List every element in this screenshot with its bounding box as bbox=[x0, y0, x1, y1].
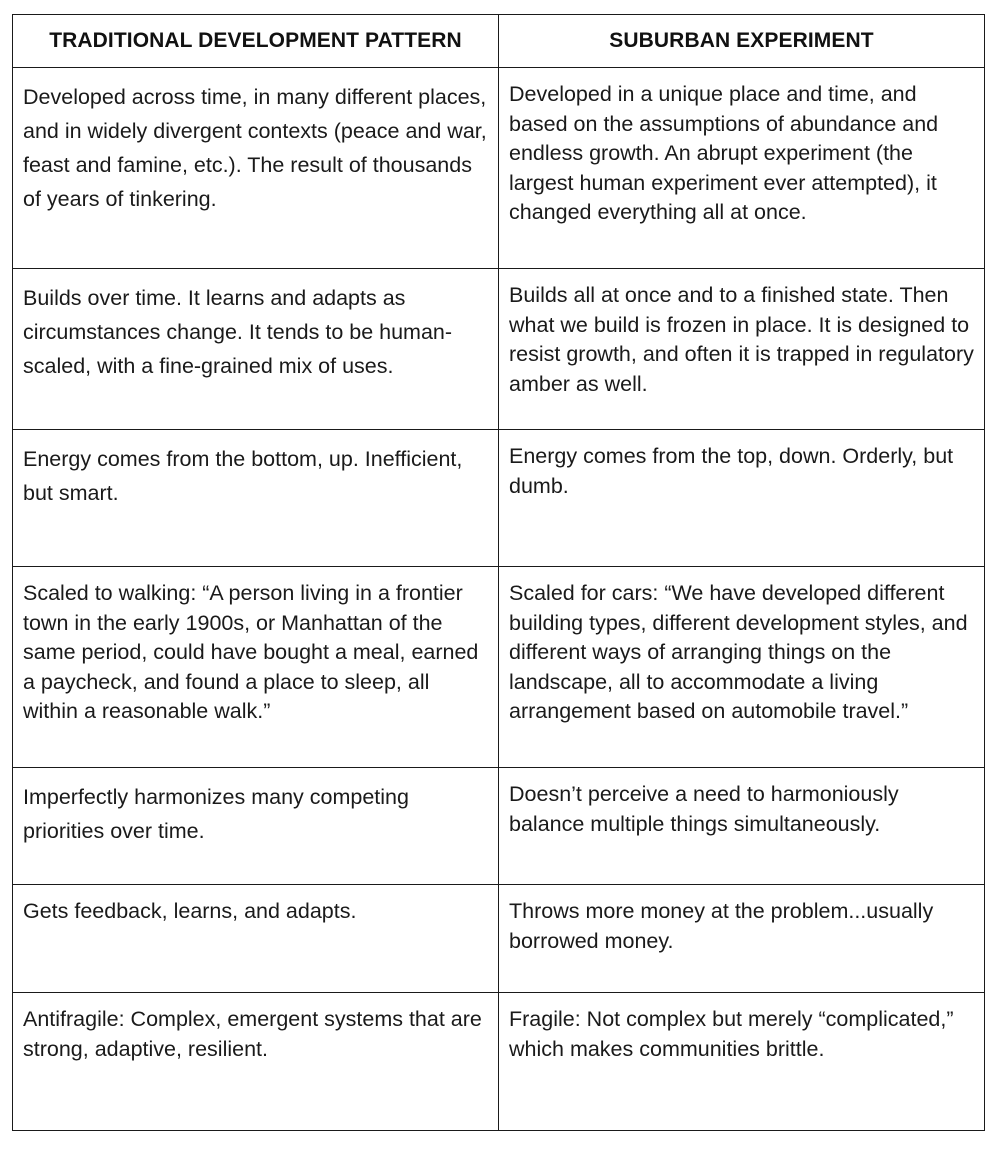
table-row bbox=[13, 430, 985, 567]
table-body bbox=[13, 68, 985, 1131]
traditional-cell: Scaled to walking: “A person living in a frontier town in the early 1900s, or Manhattan of the same period, could have bought a meal, earned a paycheck, and found a place to sleep, all within a reasonable walk.” bbox=[13, 567, 499, 768]
suburban-cell: Scaled for cars: “We have developed different building types, different development styles, and different ways of arranging things on the landscape, all to accommodate a living arrangement based on automobile travel.” bbox=[499, 567, 985, 768]
table-row bbox=[13, 567, 985, 768]
header-suburban: SUBURBAN EXPERIMENT bbox=[499, 15, 985, 68]
table-row bbox=[13, 885, 985, 993]
suburban-cell: Doesn’t perceive a need to harmoniously balance multiple things simultaneously. bbox=[499, 768, 985, 885]
table-row bbox=[13, 68, 985, 269]
traditional-cell: Gets feedback, learns, and adapts. bbox=[13, 885, 499, 993]
header-traditional: TRADITIONAL DEVELOPMENT PATTERN bbox=[13, 15, 499, 68]
suburban-cell: Energy comes from the top, down. Orderly, but dumb. bbox=[499, 430, 985, 567]
suburban-cell: Developed in a unique place and time, and based on the assumptions of abundance and endless growth. An abrupt experiment (the largest human experiment ever attempted), it changed everything all at once. bbox=[499, 68, 985, 269]
suburban-cell: Fragile: Not complex but merely “complicated,” which makes communities brittle. bbox=[499, 993, 985, 1131]
table-row bbox=[13, 993, 985, 1131]
traditional-cell: Builds over time. It learns and adapts as circumstances change. It tends to be human-scaled, with a fine-grained mix of uses. bbox=[13, 269, 499, 430]
traditional-cell: Antifragile: Complex, emergent systems that are strong, adaptive, resilient. bbox=[13, 993, 499, 1131]
suburban-cell: Throws more money at the problem...usually borrowed money. bbox=[499, 885, 985, 993]
suburban-cell: Builds all at once and to a finished state. Then what we build is frozen in place. It is designed to resist growth, and often it is trapped in regulatory amber as well. bbox=[499, 269, 985, 430]
traditional-cell: Energy comes from the bottom, up. Inefficient, but smart. bbox=[13, 430, 499, 567]
table-row bbox=[13, 269, 985, 430]
traditional-cell: Imperfectly harmonizes many competing priorities over time. bbox=[13, 768, 499, 885]
table-row bbox=[13, 768, 985, 885]
traditional-cell: Developed across time, in many different places, and in widely divergent contexts (peace and war, feast and famine, etc.). The result of thousands of years of tinkering. bbox=[13, 68, 499, 269]
comparison-table bbox=[12, 14, 985, 1131]
table-header bbox=[13, 15, 985, 68]
header-row bbox=[13, 15, 985, 68]
